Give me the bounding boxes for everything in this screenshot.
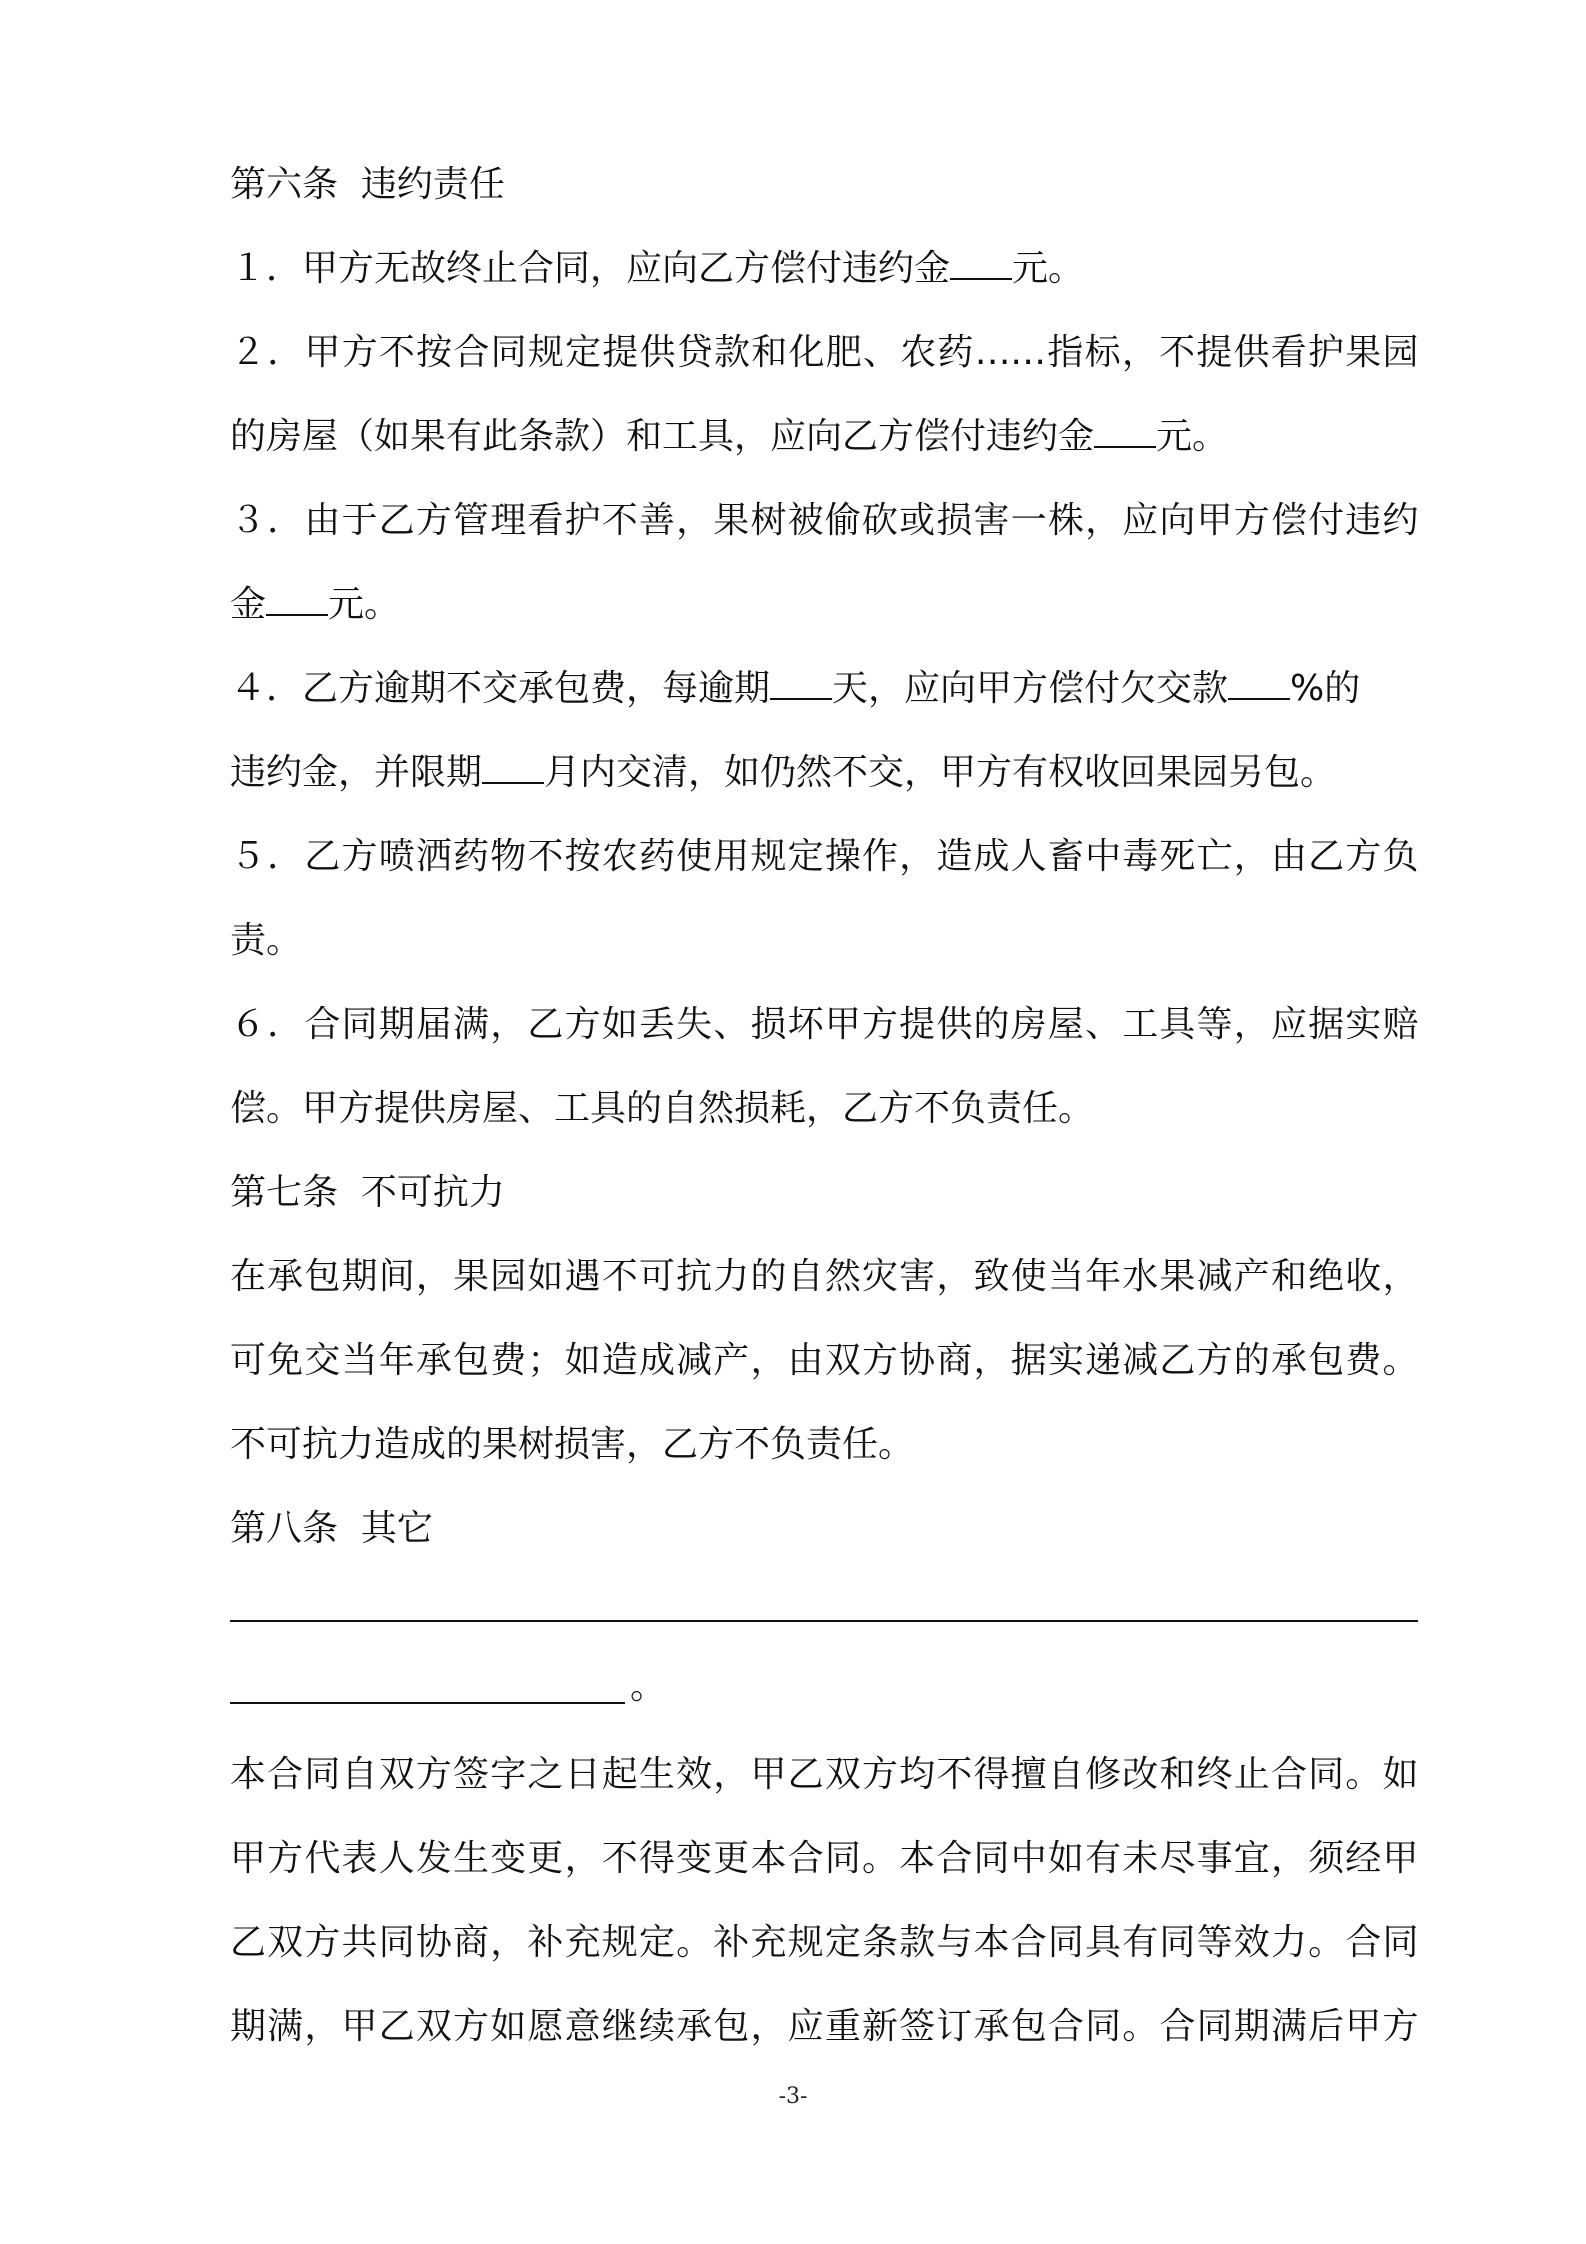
article6-item6-line2: 偿。甲方提供房屋、工具的自然损耗，乙方不负责任。 <box>230 1088 1095 1129</box>
fill-blank[interactable] <box>950 248 1012 280</box>
closing-line1: 本合同自双方签字之日起生效，甲乙双方均不得擅自修改和终止合同。如 <box>230 1754 1418 1795</box>
article6-item5-line1: ５．乙方喷洒药物不按农药使用规定操作，造成人畜中毒死亡，由乙方负 <box>230 836 1418 877</box>
article6-item3-line1: ３．由于乙方管理看护不善，果树被偷砍或损害一株，应向甲方偿付违约 <box>230 500 1418 541</box>
article6-item2-line2: 的房屋（如果有此条款）和工具，应向乙方偿付违约金 元。 <box>230 416 1229 457</box>
closing-line2: 甲方代表人发生变更，不得变更本合同。本合同中如有未尽事宜，须经甲 <box>230 1838 1418 1879</box>
closing-line3: 乙双方共同协商，补充规定。补充规定条款与本合同具有同等效力。合同 <box>230 1922 1418 1963</box>
article8-blank-end: 。 <box>630 1666 667 1707</box>
article6-item5-line2: 责。 <box>230 920 303 961</box>
fill-blank[interactable] <box>1094 416 1156 448</box>
article6-item4-line2: 违约金，并限期 月内交清，如仍然不交，甲方有权收回果园另包。 <box>230 752 1337 793</box>
article6-item6-line1: ６．合同期届满，乙方如丢失、损坏甲方提供的房屋、工具等，应据实赔 <box>230 1004 1418 1045</box>
article7-heading: 第七条 不可抗力 <box>230 1172 505 1213</box>
article6-item4-line1: ４．乙方逾期不交承包费，每逾期 天，应向甲方偿付欠交款 %的 <box>230 668 1361 709</box>
fill-blank[interactable] <box>482 752 544 784</box>
article6-item2-line1: ２．甲方不按合同规定提供贷款和化肥、农药……指标，不提供看护果园 <box>230 332 1418 373</box>
article8-fill-line-short[interactable] <box>230 1702 625 1704</box>
fill-blank[interactable] <box>266 584 328 616</box>
article8-heading: 第八条 其它 <box>230 1508 433 1549</box>
article6-heading: 第六条 违约责任 <box>230 164 505 205</box>
article7-line3: 不可抗力造成的果树损害，乙方不负责任。 <box>230 1424 915 1465</box>
article7-line1: 在承包期间，果园如遇不可抗力的自然灾害，致使当年水果减产和绝收， <box>230 1256 1418 1297</box>
page-number: -3- <box>778 2084 808 2109</box>
article6-item1: １．甲方无故终止合同，应向乙方偿付违约金 元。 <box>230 248 1085 289</box>
article7-line2: 可免交当年承包费；如造成减产，由双方协商，据实递减乙方的承包费。 <box>230 1340 1418 1381</box>
article8-fill-line[interactable] <box>230 1620 1418 1622</box>
fill-blank[interactable] <box>770 668 832 700</box>
closing-line4: 期满，甲乙双方如愿意继续承包，应重新签订承包合同。合同期满后甲方 <box>230 2006 1418 2047</box>
article6-item3-line2: 金 元。 <box>230 584 401 625</box>
fill-blank[interactable] <box>1228 668 1290 700</box>
